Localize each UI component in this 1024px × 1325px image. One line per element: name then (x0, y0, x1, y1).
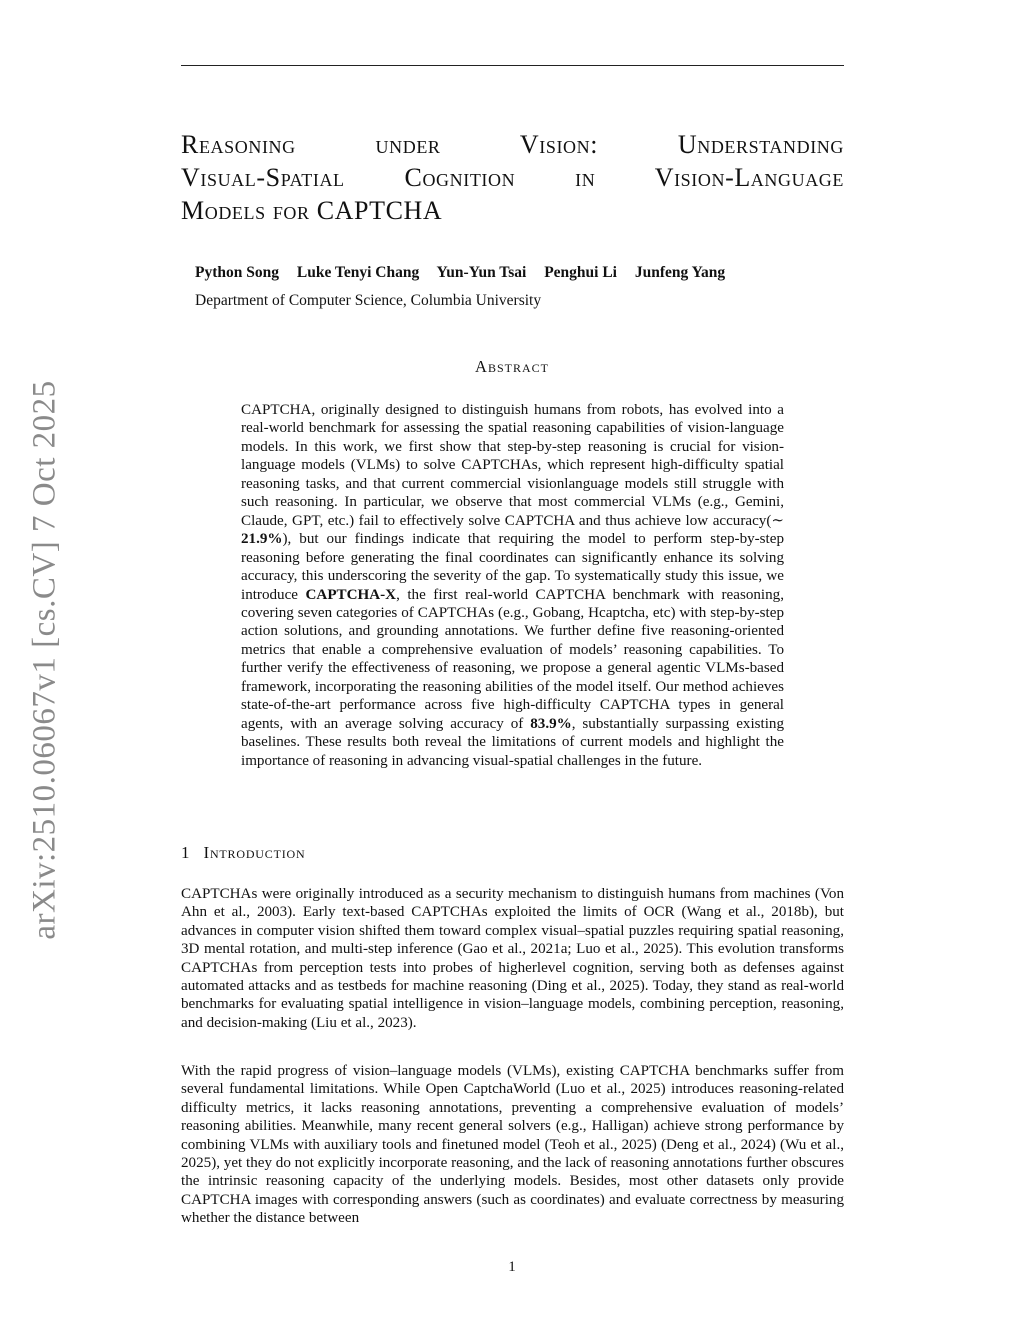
author: Python Song (195, 264, 279, 281)
author: Yun-Yun Tsai (436, 264, 527, 281)
abstract-text: , substantially surpassing existing baselines. These results both reveal the limitations of current models and highlight the importance of reasoning in advancing visual-spatial challenges in the future. (241, 715, 785, 769)
abstract-text: , the first real-world CAPTCHA benchmark with reasoning, covering seven categories of CAPTCHAs (e.g., Gobang, Hcaptcha, etc) with step-by-step action solutions, and grounding annotations. We further define five reasoning-oriented metrics that enable a comprehensive evaluation of models’ reasoning capabilities. To further verify the effectiveness of reasoning, we propose a general agentic VLMs-based framework, incorporating the reasoning abilities of the model itself. Our method achieves state-of-the-art performance across five high-difficulty CAPTCHA types in general agents, with an average solving accuracy of (241, 586, 784, 732)
abstract-text: CAPTCHA, originally designed to distinguish humans from robots, has evolved into a real-world benchmark for assessing the spatial reasoning capabilities of vision-language models. In this work, we first show that step-by-step reasoning is crucial for vision-language models (VLMs) to solve CAPTCHAs, which represent high-difficulty spatial reasoning tasks, and that current commercial visionlanguage models still struggle with such reasoning. In particular, we observe that most commercial VLMs (e.g., Gemini, Claude, GPT, etc.) fail to effectively solve CAPTCHA and thus achieve low accuracy(∼ (241, 402, 784, 529)
arxiv-identifier: arXiv:2510.06067v1 [cs.CV] 7 Oct 2025 (26, 380, 63, 940)
title-line: Reasoning under Vision: Understanding (181, 130, 844, 159)
page-number: 1 (508, 1259, 516, 1275)
section-title: Introduction (203, 843, 306, 862)
body-paragraph: With the rapid progress of vision–language models (VLMs), existing CAPTCHA benchmarks suffer from several fundamental limitations. While Open CaptchaWorld (Luo et al., 2025) introduces reasoning-related difficulty metrics, it lacks reasoning annotations, preventing a comprehensive evaluation of models’ reasoning abilities. Meanwhile, many recent general solvers (e.g., Halligan) achieve strong performance by combining VLMs with auxiliary tools and finetuned model (Teoh et al., 2025) (Deng et al., 2024) (Wu et al., 2025), yet they do not explicitly incorporate reasoning, and the lack of reasoning annotations further obscures the intrinsic reasoning capacity of the underlying models. Besides, most other datasets only provide CAPTCHA images with corresponding answers (such as coordinates) and evaluate correctness by measuring whether the distance between (181, 1063, 844, 1227)
abstract-highlight-accuracy: 21.9% (241, 531, 283, 548)
abstract-body (241, 401, 784, 770)
author: Junfeng Yang (634, 264, 726, 281)
section-heading-introduction (181, 843, 305, 863)
author: Luke Tenyi Chang (296, 264, 420, 281)
body-paragraph: CAPTCHAs were originally introduced as a security mechanism to distinguish humans from machines (Von Ahn et al., 2003). Early text-based CAPTCHAs exploited the limits of OCR (Wang et al., 2018b), but advances in computer vision shifted them toward complex visual–spatial puzzles requiring spatial reasoning, 3D mental rotation, and multi-step inference (Gao et al., 2021a; Luo et al., 2025). This evolution transforms CAPTCHAs from perception tests into probes of higherlevel cognition, serving both as defenses against automated attacks and as testbeds for machine reasoning (Ding et al., 2025). Today, they stand as real-world benchmarks for evaluating spatial intelligence in vision–language models, combining perception, reasoning, and decision-making (Liu et al., 2023). (181, 886, 844, 1031)
abstract-highlight-benchmark: CAPTCHA-X (305, 586, 397, 603)
paper-title (181, 128, 844, 227)
section-number: 1 (181, 843, 190, 862)
abstract-text: ), but our findings indicate that requiring the model to perform step-by-step reasoning before generating the final coordinates can significantly enhance its solving accuracy, this underscoring the severity of the gap. To systematically study this issue, we introduce (241, 531, 784, 603)
top-rule (181, 65, 844, 66)
author-list (195, 264, 739, 282)
author: Penghui Li (544, 264, 617, 281)
title-line: Visual-Spatial Cognition in Vision-Language (181, 163, 844, 192)
title-line: Models for CAPTCHA (181, 196, 443, 225)
affiliation: Department of Computer Science, Columbia University (195, 292, 542, 309)
abstract-heading: Abstract (475, 357, 549, 376)
abstract-highlight-result: 83.9% (530, 715, 572, 732)
